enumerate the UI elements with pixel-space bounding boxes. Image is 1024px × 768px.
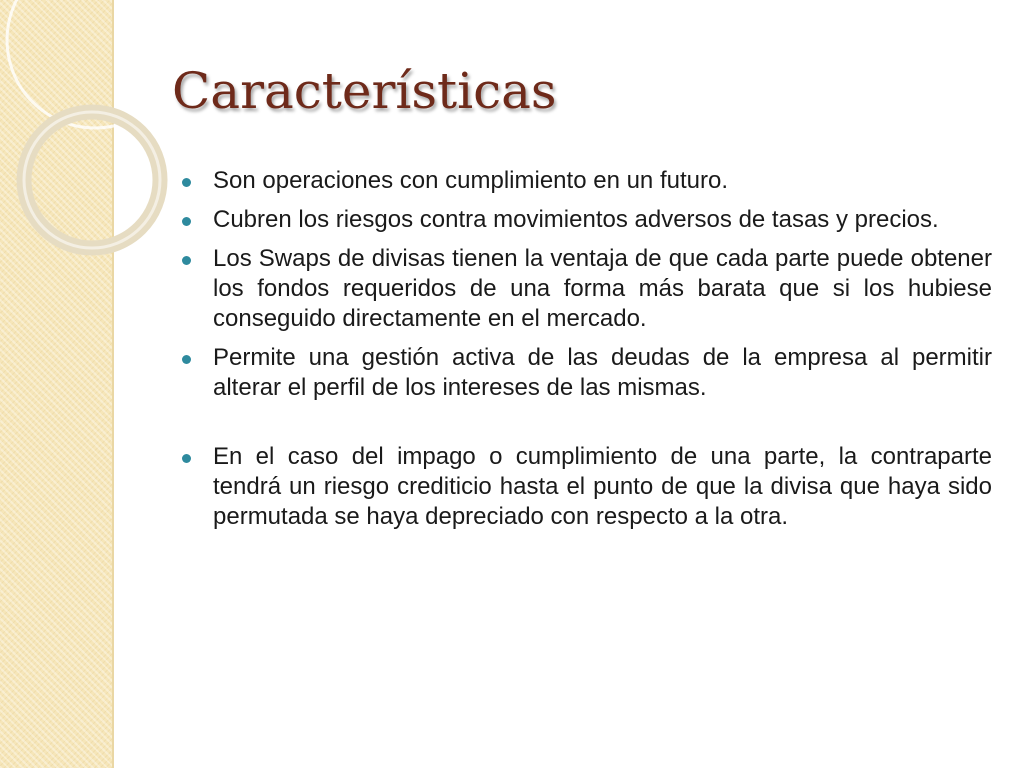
decorative-rings — [0, 0, 200, 300]
bullet-text: Permite una gestión activa de las deudas de la empresa al permitir alterar el perfil de los intereses de las mismas. — [213, 344, 992, 401]
bullet-text: Cubren los riesgos contra movimientos adversos de tasas y precios. — [213, 206, 939, 233]
bullet-item — [180, 244, 992, 334]
bullet-text: Los Swaps de divisas tienen la ventaja de que cada parte puede obtener los fondos requeridos de una forma más barata que si los hubiese conseguido directamente en el mercado. — [213, 245, 992, 332]
circle-bullet-icon — [182, 178, 191, 187]
bullet-text: Son operaciones con cumplimiento en un futuro. — [213, 167, 728, 194]
circle-bullet-icon — [182, 256, 191, 265]
bullet-item — [180, 205, 992, 235]
ring-middle-highlight — [24, 112, 160, 248]
circle-bullet-icon — [182, 454, 191, 463]
slide-title: Características — [172, 62, 557, 120]
bullet-list — [180, 166, 992, 541]
bullet-item — [180, 343, 992, 403]
circle-bullet-icon — [182, 217, 191, 226]
bullet-text: En el caso del impago o cumplimiento de una parte, la contraparte tendrá un riesgo crediticio hasta el punto de que la divisa que haya sido permutada se haya depreciado con respecto a la otra. — [213, 443, 992, 530]
circle-bullet-icon — [182, 355, 191, 364]
bullet-item — [180, 166, 992, 196]
bullet-item — [180, 442, 992, 532]
